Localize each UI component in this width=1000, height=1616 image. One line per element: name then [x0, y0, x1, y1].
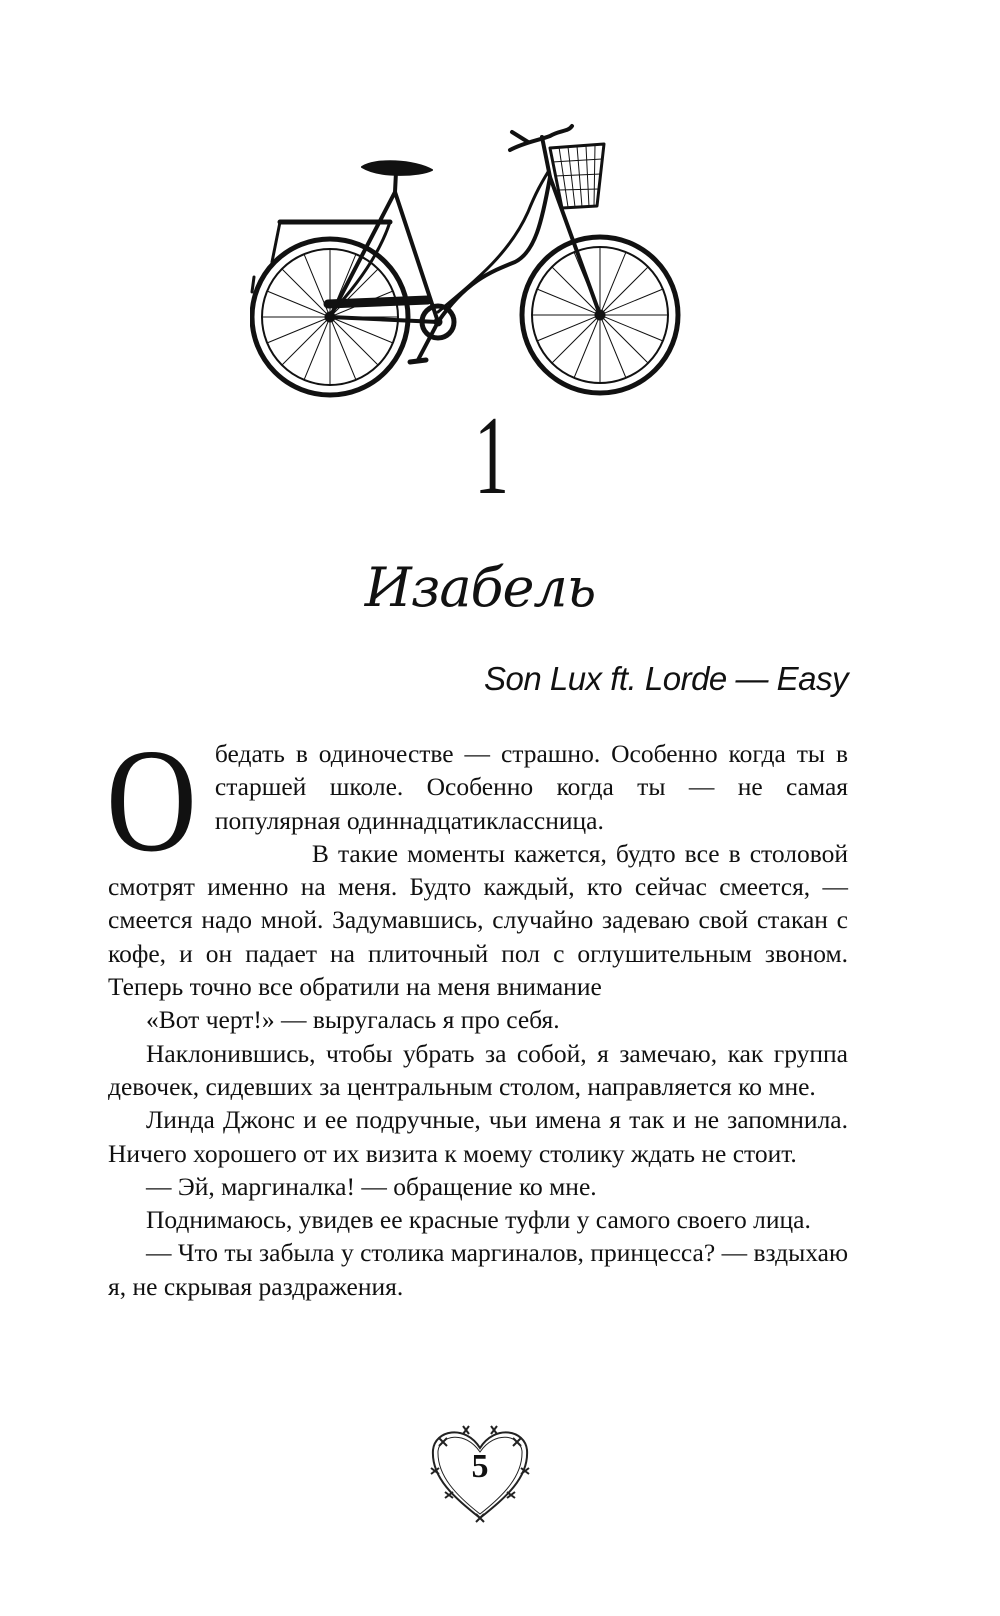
page-number: 5 — [471, 1448, 489, 1485]
bicycle-icon — [250, 112, 720, 412]
paragraph: Поднимаюсь, увидев ее красные туфли у самого своего лица. — [146, 1205, 811, 1235]
chapter-title: Изабель — [364, 556, 596, 619]
paragraph: Линда Джонс и ее подручные, чьи имена я так и не запомнила. Ничего хорошего от их визита к моему столику ждать не стоит. — [108, 1105, 848, 1168]
paragraph: бедать в одиночестве — страшно. Особенно когда ты в старшей школе. Особенно когда ты — не самая популярная одиннадцатиклассница. — [214, 739, 848, 835]
page-number-ornament — [425, 1418, 535, 1528]
paragraph: Наклонившись, чтобы убрать за собой, я замечаю, как группа девочек, сидевших за центральным столом, направляется ко мне. — [108, 1038, 848, 1101]
chapter-text — [106, 719, 848, 1303]
drop-cap: О — [106, 719, 197, 883]
paragraph: — Что ты забыла у столика маргиналов, принцесса? — вздыхаю я, не скрывая раздражения. — [108, 1238, 848, 1301]
chapter-number: 1 — [474, 394, 509, 518]
paragraph: «Вот черт!» — выругалась я про себя. — [146, 1005, 560, 1035]
paragraph: — Эй, маргиналка! — обращение ко мне. — [146, 1171, 597, 1201]
paragraph: В такие моменты кажется, будто все в столовой смотрят именно на меня. Будто каждый, кто сейчас смеется, — смеется надо мной. Задумавшись, случайно задеваю свой стакан с кофе, и он падает на плиточный пол с оглушительным звоном. Теперь точно все обратили на меня внимание — [108, 838, 848, 1002]
epigraph: Son Lux ft. Lorde — Easy — [483, 660, 848, 697]
